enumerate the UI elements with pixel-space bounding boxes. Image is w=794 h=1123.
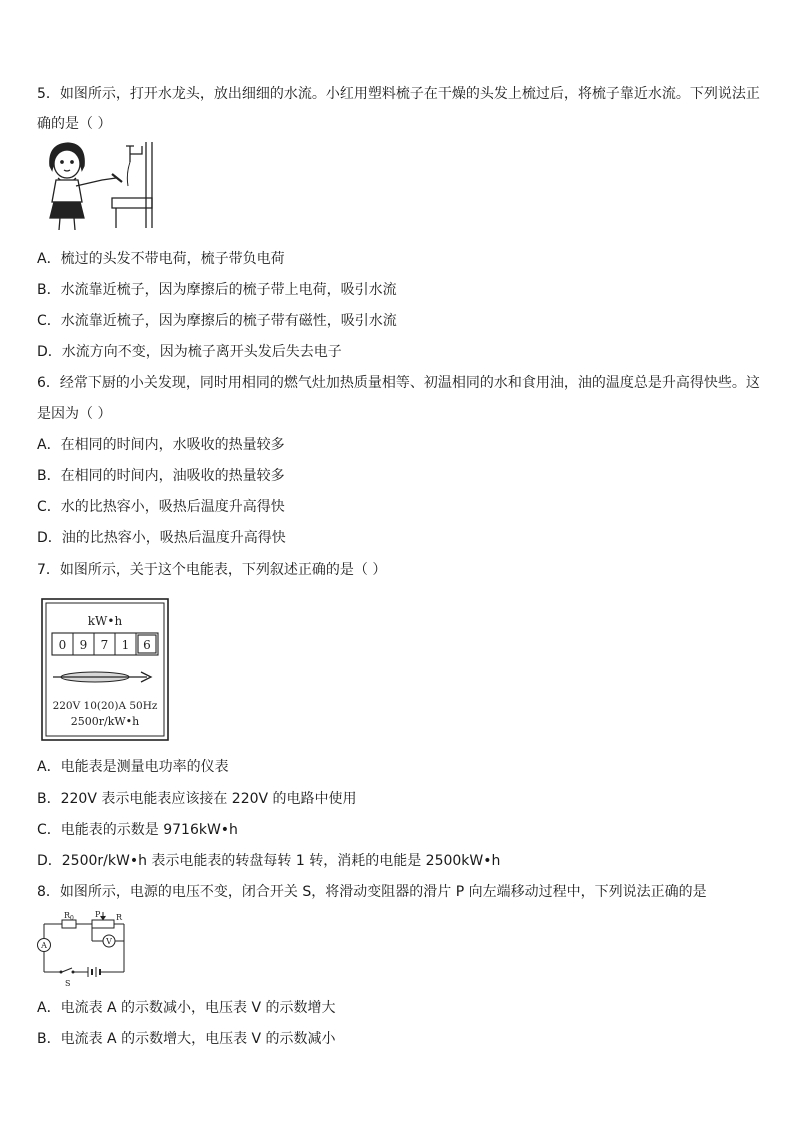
voltmeter-label: V: [106, 937, 112, 946]
q7-option-c: C．电能表的示数是 9716kW•h: [37, 822, 238, 838]
q5-option-a: A．梳过的头发不带电荷，梳子带负电荷: [37, 251, 285, 267]
q5-option-b: B．水流靠近梳子，因为摩擦后的梳子带上电荷，吸引水流: [37, 282, 397, 298]
electric-meter-figure: [41, 598, 169, 741]
meter-digit-2: 9: [79, 638, 88, 652]
label-r0: $R_0$: [64, 911, 74, 922]
q8-stem: 8．如图所示，电源的电压不变，闭合开关 S，将滑动变阻器的滑片 P 向左端移动过程中，下列说法正确的是: [37, 884, 707, 900]
q8-option-a: A．电流表 A 的示数减小，电压表 V 的示数增大: [37, 1000, 336, 1016]
label-r: R: [116, 913, 123, 922]
girl-faucet-illustration: [42, 140, 162, 232]
label-p: P: [95, 910, 101, 919]
meter-digit-4: 1: [121, 638, 130, 652]
q7-option-a: A．电能表是测量电功率的仪表: [37, 759, 229, 775]
ammeter-label: A: [41, 941, 47, 950]
meter-digit-3: 7: [100, 638, 109, 652]
q6-option-b: B．在相同的时间内，油吸收的热量较多: [37, 468, 285, 484]
meter-unit: kW•h: [87, 614, 123, 628]
label-switch: S: [65, 979, 71, 988]
q5-option-d: D．水流方向不变，因为梳子离开头发后失去电子: [37, 344, 342, 360]
q6-option-c: C．水的比热容小，吸热后温度升高得快: [37, 499, 285, 515]
circuit-diagram: [36, 908, 130, 988]
meter-digit-5: 6: [143, 638, 151, 652]
q5-option-c: C．水流靠近梳子，因为摩擦后的梳子带有磁性，吸引水流: [37, 313, 397, 329]
meter-rating: 220V 10(20)A 50Hz: [52, 700, 158, 712]
q5-stem-line1: 5．如图所示，打开水龙头，放出细细的水流。小红用塑料梳子在干燥的头发上梳过后，将梳子靠近水流。下列说法正: [37, 86, 760, 102]
q6-stem-line2: 是因为（ ）: [37, 406, 112, 422]
q7-option-b: B．220V 表示电能表应该接在 220V 的电路中使用: [37, 791, 357, 807]
q6-stem-line1: 6．经常下厨的小关发现，同时用相同的燃气灶加热质量相等、初温相同的水和食用油，油的温度总是升高得快些。这: [37, 375, 760, 391]
q8-option-b: B．电流表 A 的示数增大，电压表 V 的示数减小: [37, 1031, 336, 1047]
meter-constant: 2500r/kW•h: [70, 715, 140, 728]
q6-option-d: D．油的比热容小，吸热后温度升高得快: [37, 530, 286, 546]
q6-option-a: A．在相同的时间内，水吸收的热量较多: [37, 437, 285, 453]
meter-digit-1: 0: [58, 638, 67, 652]
q5-stem-line2: 确的是（ ）: [37, 116, 112, 132]
q7-stem: 7．如图所示，关于这个电能表，下列叙述正确的是（ ）: [37, 562, 387, 578]
q7-option-d: D．2500r/kW•h 表示电能表的转盘每转 1 转，消耗的电能是 2500kW•h: [37, 853, 501, 869]
